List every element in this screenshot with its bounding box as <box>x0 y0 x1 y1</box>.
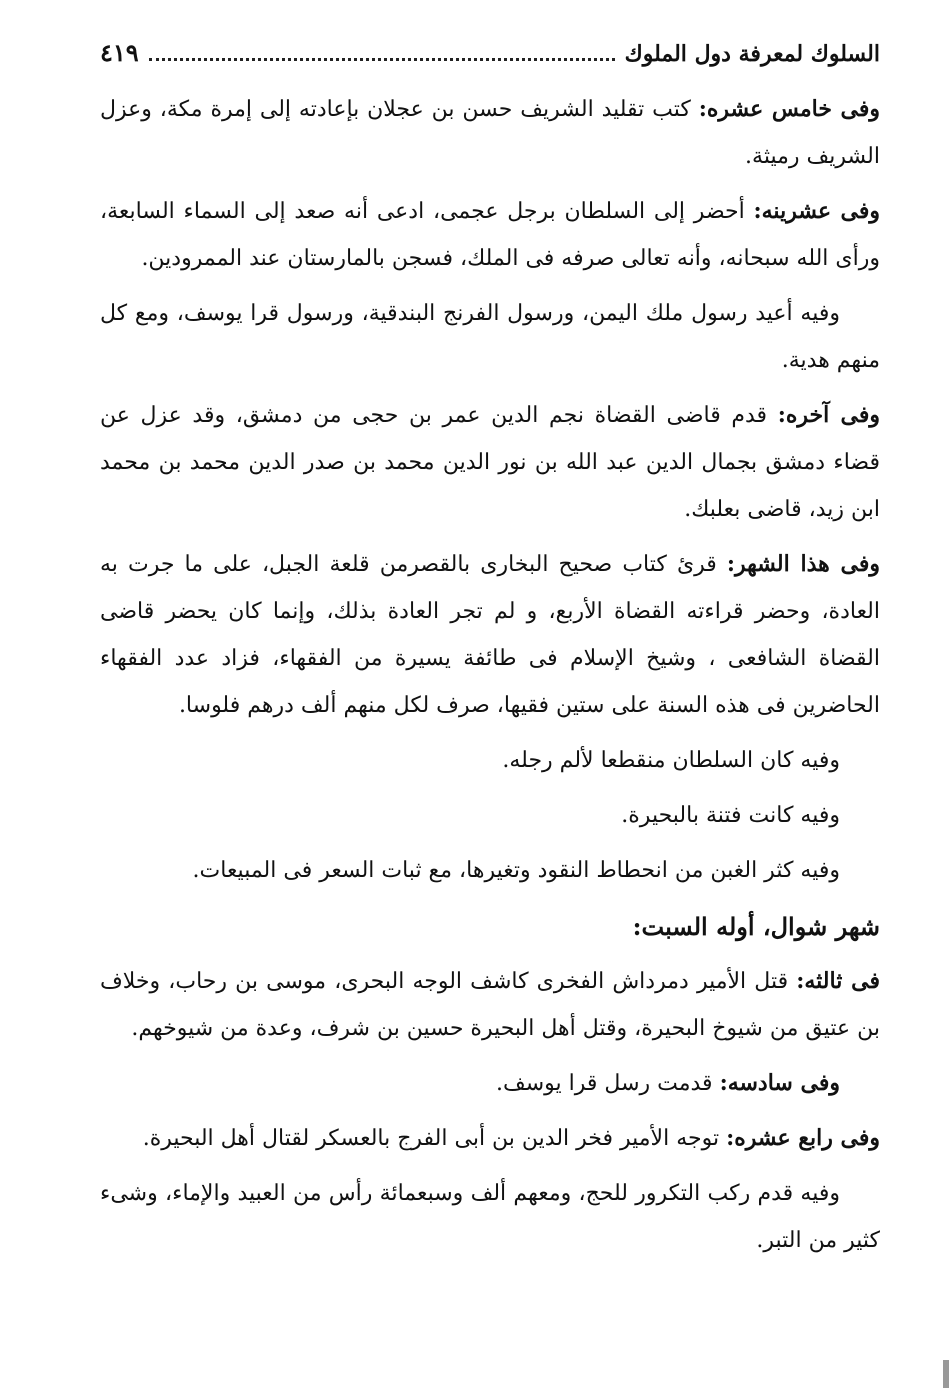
book-title: السلوك لمعرفة دول الملوك <box>624 41 880 67</box>
paragraph-text: قتل الأمير دمرداش الفخرى كاشف الوجه البحرى، موسى بن رحاب، وخلاف بن عتيق من شيوخ البحيرة، وقتل أهل البحيرة حسين بن شرف، وعدة من شيوخهم. <box>100 969 880 1041</box>
paragraph-text: قرئ كتاب صحيح البخارى بالقصرمن قلعة الجبل، على ما جرت به العادة، وحضر قراءته القضاة الأربع، و لم تجر العادة بذلك، وإنما كان يحضر قاضى القضاة الشافعى ، وشيخ الإسلام فى طائفة يسيرة من الفقهاء، فزاد عدد الفقهاء الحاضرين فى هذه السنة على ستين فقيها، صرف لكل منهم ألف درهم فلوسا. <box>100 552 880 718</box>
paragraph-text: قدم قاضى القضاة نجم الدين عمر بن حجى من دمشق، وقد عزل عن قضاء دمشق بجمال الدين عبد الله بن نور الدين محمد بن صدر الدين محمد بن محمد ابن زيد، قاضى بعلبك. <box>100 403 880 522</box>
paragraph-text: وفيه كانت فتنة بالبحيرة. <box>621 803 840 828</box>
book-page <box>100 38 880 1272</box>
paragraph-12 <box>100 1170 880 1264</box>
paragraph-1 <box>100 86 880 180</box>
month-heading: شهر شوال، أوله السبت: <box>632 912 880 941</box>
running-header <box>100 38 880 86</box>
paragraph-7 <box>100 792 880 839</box>
paragraph-text: أحضر إلى السلطان برجل عجمى، ادعى أنه صعد إلى السماء السابعة، ورأى الله سبحانه، وأنه تعالى صرفه فى الملك، فسجن بالمارستان عند الممرودين. <box>100 199 880 271</box>
paragraph-text: توجه الأمير فخر الدين بن أبى الفرج بالعسكر لقتال أهل البحيرة. <box>142 1126 727 1151</box>
paragraph-lead: وفى عشرينه: <box>753 198 880 224</box>
paragraph-text: كتب تقليد الشريف حسن بن عجلان بإعادته إلى إمرة مكة، وعزل الشريف رميثة. <box>100 97 880 169</box>
paragraph-text: وفيه كان السلطان منقطعا لألم رجله. <box>502 748 840 773</box>
paragraph-text: قدمت رسل قرا يوسف. <box>495 1071 720 1096</box>
paragraph-9 <box>100 958 880 1052</box>
paragraph-lead: وفى آخره: <box>777 402 881 428</box>
paragraph-lead: فى ثالثه: <box>796 968 880 994</box>
paragraph-11 <box>100 1115 880 1162</box>
paragraph-6 <box>100 737 880 784</box>
paragraph-2 <box>100 188 880 282</box>
page-number: ٤١٩ <box>100 38 139 67</box>
paragraph-lead: وفى خامس عشره: <box>698 96 880 122</box>
paragraph-text: وفيه قدم ركب التكرور للحج، ومعهم ألف وسبعمائة رأس من العبيد والإماء، وشىء كثير من التبر. <box>100 1181 880 1253</box>
paragraph-3 <box>100 290 880 384</box>
paragraph-text: وفيه أعيد رسول ملك اليمن، ورسول الفرنج البندقية، ورسول قرا يوسف، ومع كل منهم هدية. <box>100 301 880 373</box>
paragraph-lead: وفى رابع عشره: <box>726 1125 880 1151</box>
paragraph-lead: وفى هذا الشهر: <box>726 551 880 577</box>
paragraph-text: وفيه كثر الغبن من انحطاط النقود وتغيرها، مع ثبات السعر فى المبيعات. <box>192 858 840 883</box>
paragraph-4 <box>100 392 880 533</box>
paragraph-8 <box>100 847 880 894</box>
paragraph-lead: وفى سادسه: <box>719 1070 840 1096</box>
paragraph-5 <box>100 541 880 729</box>
paragraph-10 <box>100 1060 880 1107</box>
header-dot-leader <box>149 57 615 61</box>
scan-edge-mark <box>943 1360 949 1388</box>
